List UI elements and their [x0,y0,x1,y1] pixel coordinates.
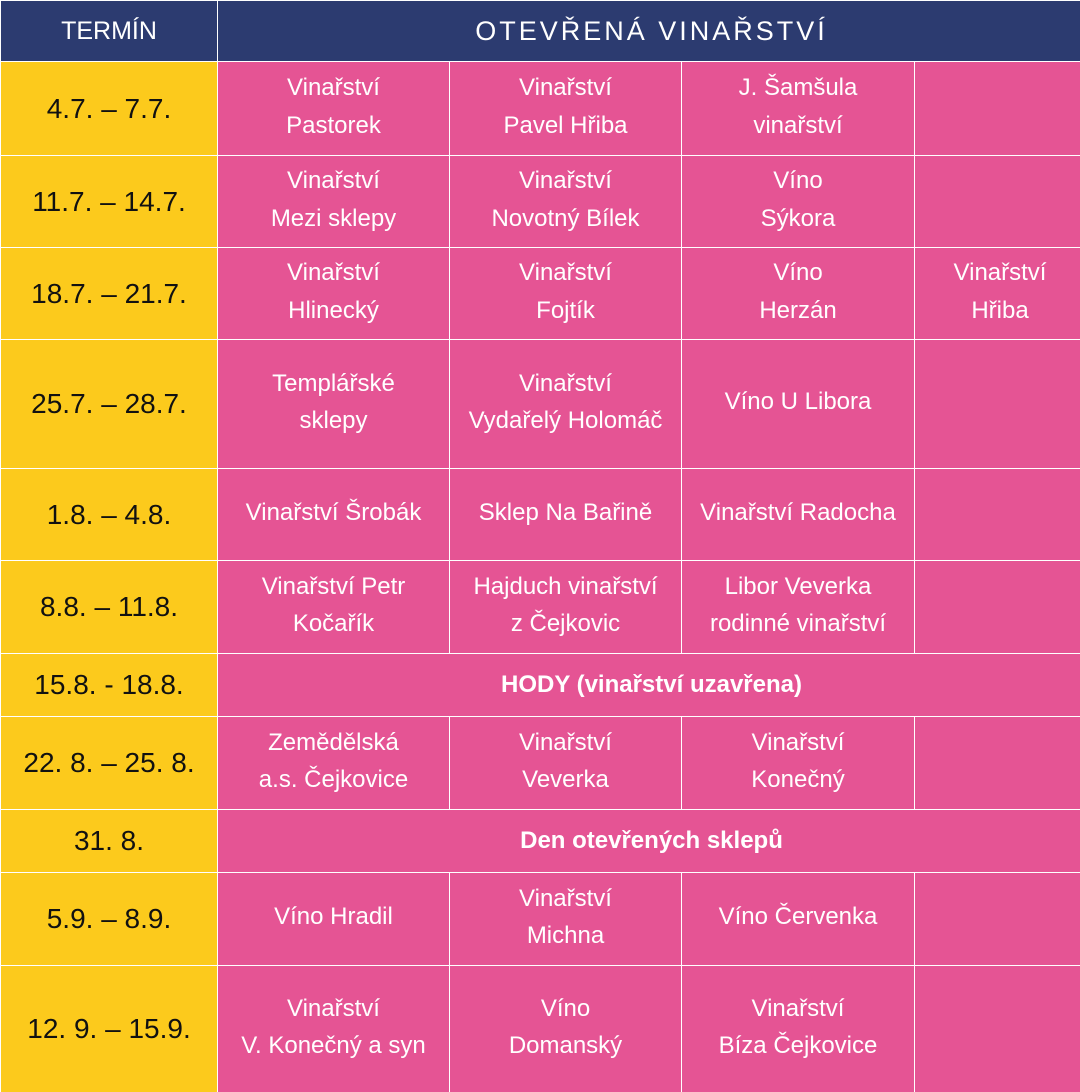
empty-cell [915,717,1080,809]
row-date: 1.8. – 4.8. [1,469,217,560]
winery-cell: J. Šamšula vinařství [682,62,914,155]
winery-cell: Vinařství Fojtík [450,248,681,339]
row-date: 5.9. – 8.9. [1,873,217,965]
winery-cell: Víno Domanský [450,966,681,1092]
winery-cell: Vinařství V. Konečný a syn [218,966,449,1092]
winery-cell: Sklep Na Bařině [450,469,681,560]
winery-cell: Víno Hradil [218,873,449,965]
row-date: 25.7. – 28.7. [1,340,217,468]
winery-cell: Vinařství Mezi sklepy [218,156,449,247]
winery-cell: Vinařství Petr Kočařík [218,561,449,653]
winery-cell: Vinařství Novotný Bílek [450,156,681,247]
winery-cell: Hajduch vinařství z Čejkovic [450,561,681,653]
winery-cell: Vinařství Šrobák [218,469,449,560]
winery-cell: Víno Herzán [682,248,914,339]
row-date: 4.7. – 7.7. [1,62,217,155]
header-term: TERMÍN [1,1,217,61]
winery-cell: Templářské sklepy [218,340,449,468]
empty-cell [915,561,1080,653]
empty-cell [915,62,1080,155]
empty-cell [915,966,1080,1092]
row-date: 31. 8. [1,810,217,872]
empty-cell [915,469,1080,560]
row-date: 15.8. - 18.8. [1,654,217,716]
winery-cell: Vinařství Vydařelý Holomáč [450,340,681,468]
winery-cell: Vinařství Veverka [450,717,681,809]
empty-cell [915,156,1080,247]
winery-cell: Víno U Libora [682,340,914,468]
winery-cell: Vinařství Bíza Čejkovice [682,966,914,1092]
winery-cell: Víno Sýkora [682,156,914,247]
row-span-note: HODY (vinařství uzavřena) [218,654,1080,716]
winery-cell: Vinařství Pavel Hřiba [450,62,681,155]
winery-cell: Víno Červenka [682,873,914,965]
row-date: 22. 8. – 25. 8. [1,717,217,809]
header-title: OTEVŘENÁ VINAŘSTVÍ [218,1,1080,61]
winery-cell: Libor Veverka rodinné vinařství [682,561,914,653]
row-date: 8.8. – 11.8. [1,561,217,653]
winery-cell: Vinařství Konečný [682,717,914,809]
row-date: 11.7. – 14.7. [1,156,217,247]
winery-cell: Vinařství Radocha [682,469,914,560]
row-date: 18.7. – 21.7. [1,248,217,339]
winery-cell: Vinařství Hřiba [915,248,1080,339]
winery-cell: Vinařství Hlinecký [218,248,449,339]
row-span-note: Den otevřených sklepů [218,810,1080,872]
empty-cell [915,340,1080,468]
row-date: 12. 9. – 15.9. [1,966,217,1092]
winery-cell: Zemědělská a.s. Čejkovice [218,717,449,809]
winery-cell: Vinařství Michna [450,873,681,965]
empty-cell [915,873,1080,965]
winery-cell: Vinařství Pastorek [218,62,449,155]
